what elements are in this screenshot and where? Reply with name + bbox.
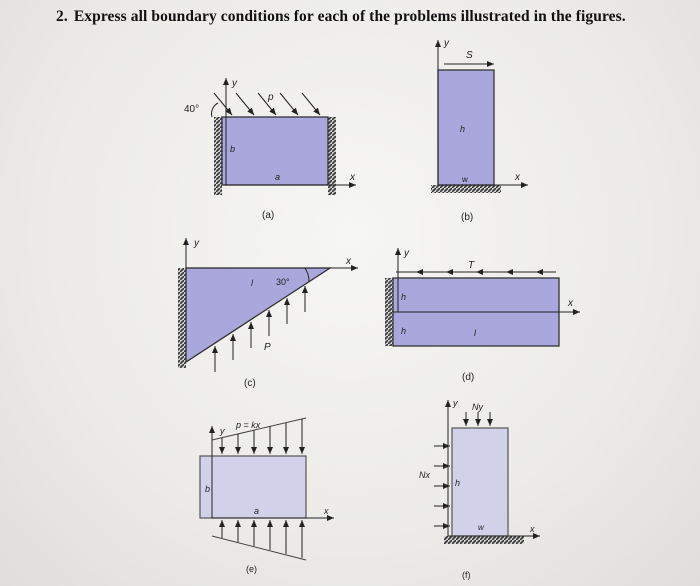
figure-f	[419, 398, 540, 580]
x-label: x	[530, 524, 535, 534]
bottom-load-arrows	[222, 520, 302, 558]
h-bottom-label: h	[401, 326, 407, 336]
ground-support	[431, 185, 501, 193]
caption-b: (b)	[461, 212, 474, 223]
angle-label: 40°	[184, 104, 200, 115]
wall-support-left	[214, 117, 222, 195]
caption-f: (f)	[462, 570, 471, 580]
height-label: h	[460, 124, 466, 134]
width-label: a	[275, 172, 281, 182]
nx-label: Nx	[419, 470, 430, 480]
x-label: x	[515, 172, 520, 183]
load-label: p	[268, 92, 274, 103]
figure-e	[200, 418, 334, 574]
wall-support	[385, 278, 393, 346]
load-envelope-bottom	[212, 536, 306, 560]
ny-arrows	[466, 412, 490, 426]
height-label: b	[205, 484, 211, 494]
length-label: l	[251, 278, 253, 288]
caption-d: (d)	[462, 372, 475, 383]
width-label: w	[478, 523, 484, 532]
angle-arc	[212, 103, 218, 117]
wedge-c	[186, 268, 330, 362]
caption-c: (c)	[244, 378, 256, 389]
question-text: Express all boundary conditions for each of the problems illustrated in the figures.	[73, 8, 626, 25]
figure-a	[184, 78, 356, 221]
wall-support	[178, 268, 186, 368]
wall-support-right	[328, 117, 336, 195]
plate-e	[200, 456, 306, 518]
x-label: x	[350, 172, 355, 183]
ground-support	[444, 536, 524, 544]
y-label: y	[220, 426, 225, 436]
h-top-label: h	[401, 292, 407, 302]
x-label: x	[324, 506, 329, 516]
x-label: x	[346, 256, 351, 267]
ny-label: Ny	[472, 402, 483, 412]
traction-label: T	[468, 260, 475, 271]
figure-d	[385, 248, 580, 383]
load-label: p = kx	[236, 420, 261, 430]
y-label: y	[232, 78, 237, 89]
figure-c	[178, 238, 358, 389]
figure-b	[431, 38, 528, 223]
load-label: P	[264, 342, 271, 353]
y-label: y	[194, 238, 199, 249]
height-label: b	[230, 144, 236, 154]
width-label: a	[254, 506, 260, 516]
top-load-arrows	[222, 419, 302, 454]
inclined-load-arrows	[214, 93, 320, 115]
height-label: h	[455, 478, 461, 488]
y-label: y	[444, 38, 449, 49]
question-number: 2.	[56, 8, 68, 25]
length-label: l	[474, 328, 476, 338]
y-label: y	[453, 398, 458, 408]
block-f	[452, 428, 508, 536]
shear-label: S	[466, 50, 473, 61]
block-b	[438, 70, 494, 185]
caption-e: (e)	[246, 564, 257, 574]
caption-a: (a)	[262, 210, 275, 221]
angle-label: 30°	[276, 277, 290, 287]
x-label: x	[568, 298, 573, 309]
width-label: w	[462, 175, 468, 184]
y-label: y	[404, 248, 409, 259]
